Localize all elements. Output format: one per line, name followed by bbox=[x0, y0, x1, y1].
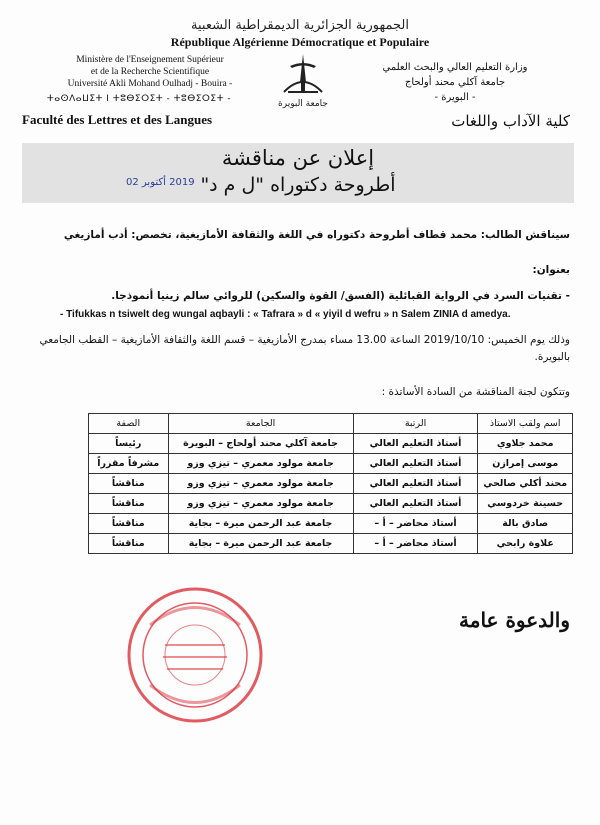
member-role: مناقشاً bbox=[89, 474, 169, 494]
city-ar: - البويرة - bbox=[434, 92, 476, 103]
header-name: اسم ولقب الاستاذ bbox=[478, 414, 573, 434]
table-header-row bbox=[89, 414, 573, 434]
member-rank: أستاذ التعليم العالي bbox=[353, 434, 478, 454]
member-name: صادق بالة bbox=[478, 514, 573, 534]
right-header bbox=[350, 60, 560, 105]
member-name: حسينة خردوسي bbox=[478, 494, 573, 514]
defence-time-place: وذلك يوم الخميس: 2019/10/10 الساعة 13.00 مساء بمدرج الأمازيغية – قسم اللغة والثقافة الأمازيغية – القطب الجامعي بالبويرة. bbox=[39, 334, 570, 363]
member-role: مشرفاً مقرراً bbox=[89, 454, 169, 474]
table-row bbox=[89, 494, 573, 514]
member-university: جامعة مولود معمري – تيزي وزو bbox=[168, 494, 353, 514]
member-rank: أستاذ التعليم العالي bbox=[353, 494, 478, 514]
member-role: مناقشاً bbox=[89, 494, 169, 514]
left-header bbox=[20, 54, 280, 90]
jury-table bbox=[88, 413, 573, 554]
member-name: علاوة رابحي bbox=[478, 534, 573, 554]
member-university: جامعة آكلي محند أولحاج – البويرة bbox=[168, 434, 353, 454]
member-university: جامعة عبد الرحمن ميرة – بجاية bbox=[168, 534, 353, 554]
member-university: جامعة مولود معمري – تيزي وزو bbox=[168, 454, 353, 474]
table-row bbox=[89, 454, 573, 474]
thesis-title-kab: - Tifukkas n tsiwelt deg wungal aqbayli : « Tafrara » d « yiyil d wefru » n Salem ZINIA d amedya. bbox=[60, 309, 511, 320]
faculty-fr: Faculté des Lettres et des Langues bbox=[22, 112, 213, 127]
table-row bbox=[89, 514, 573, 534]
defence-statement: سيناقش الطالب: محمد قطاف أطروحة دكتوراه في اللغة والثقافة الأمازيغية، تخصص: أدب أمازيغي bbox=[63, 229, 570, 241]
announcement-title: إعلان عن مناقشة bbox=[221, 146, 375, 170]
university-ar: جامعة آكلي محند أولحاج bbox=[404, 77, 506, 88]
date-stamp: 2019 أكتوبر 02 bbox=[126, 177, 195, 188]
member-rank: أستاذ التعليم العالي bbox=[353, 454, 478, 474]
member-role: رئيساً bbox=[89, 434, 169, 454]
table-row bbox=[89, 534, 573, 554]
table-row bbox=[89, 474, 573, 494]
member-university: جامعة عبد الرحمن ميرة – بجاية bbox=[168, 514, 353, 534]
committee-intro: وتتكون لجنة المناقشة من السادة الأساتذة : bbox=[381, 386, 570, 398]
member-rank: أستاذ التعليم العالي bbox=[353, 474, 478, 494]
university-fr: Université Akli Mohand Oulhadj - Bouira - bbox=[67, 79, 233, 89]
republic-ar: الجمهورية الجزائرية الديمقراطية الشعبية bbox=[191, 18, 409, 33]
member-name: موسى إمرازن bbox=[478, 454, 573, 474]
thesis-title-ar: - تقنيات السرد في الرواية القبائلية (الفسق/ القوة والسكين) للروائي سالم زينيا أنموذجا. bbox=[111, 290, 570, 302]
university-tifinagh: ⵜⴰⵙⴷⴰⵡⵉⵜ ⵏ ⵜⵓⴱⵉⵔⵉⵜ - ⵜⵓⴱⵉⵔⵉⵜ - bbox=[46, 94, 232, 104]
logo-caption: جامعة البويرة bbox=[278, 99, 328, 109]
title-label: بعنوان: bbox=[532, 264, 570, 276]
ministry-fr-2: et de la Recherche Scientifique bbox=[90, 67, 210, 77]
member-name: محند أكلي صالحي bbox=[478, 474, 573, 494]
header-rank: الرتبة bbox=[353, 414, 478, 434]
member-university: جامعة مولود معمري – تيزي وزو bbox=[168, 474, 353, 494]
public-invitation: والدعوة عامة bbox=[459, 608, 570, 632]
ministry-ar: وزارة التعليم العالي والبحث العلمي bbox=[382, 62, 528, 73]
official-stamp bbox=[125, 585, 265, 725]
header-university: الجامعة bbox=[168, 414, 353, 434]
faculty-ar: كلية الآداب واللغات bbox=[451, 112, 570, 130]
member-rank: أستاذ محاضر – أ – bbox=[353, 514, 478, 534]
member-role: مناقشاً bbox=[89, 514, 169, 534]
announcement-subtitle: أطروحة دكتوراه "ل م د" bbox=[200, 174, 396, 196]
republic-fr: République Algérienne Démocratique et Populaire bbox=[170, 35, 430, 49]
member-name: محمد جلاوي bbox=[478, 434, 573, 454]
ministry-fr-1: Ministère de l'Enseignement Supérieur bbox=[76, 55, 224, 65]
member-role: مناقشاً bbox=[89, 534, 169, 554]
university-logo bbox=[270, 52, 336, 110]
table-row bbox=[89, 434, 573, 454]
header-role: الصفة bbox=[89, 414, 169, 434]
member-rank: أستاذ محاضر – أ – bbox=[353, 534, 478, 554]
